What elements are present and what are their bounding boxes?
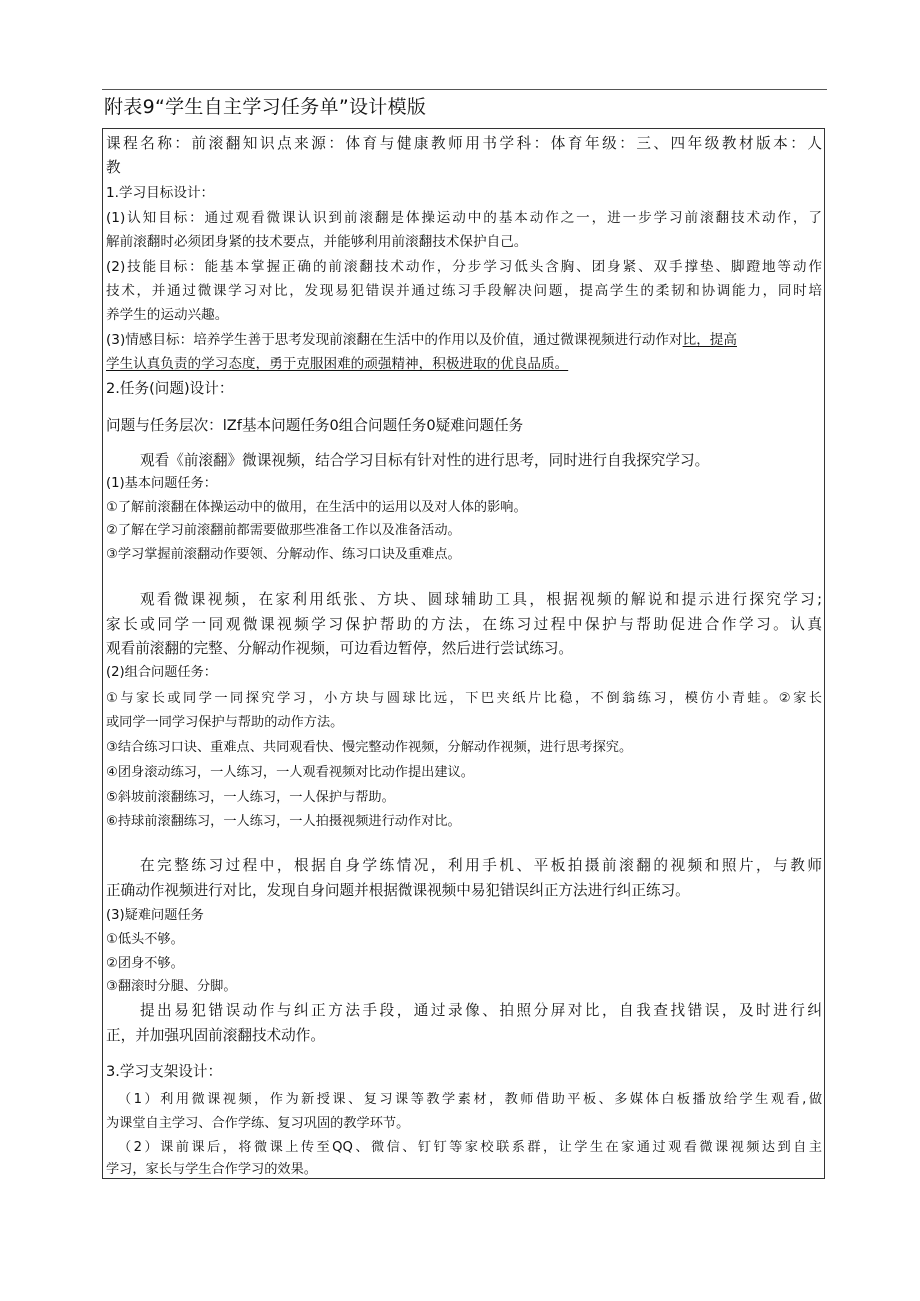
combo-task-item: ③结合练习口诀、重难点、共同观看快、慢完整动作视频，分解动作视频，进行思考探究。 <box>106 740 633 755</box>
combo-task-item1-line2: 或同学一同学习保护与帮助的动作方法。 <box>106 715 344 730</box>
basic-task-heading: (1)基本问题任务： <box>106 476 217 491</box>
emotion-goal-line1 <box>106 331 822 349</box>
task-levels: 问题与任务层次：lZf基本问题任务0组合问题任务0疑难问题任务 <box>106 417 524 434</box>
emotion-goal-line2: 学生认真负责的学习态度，勇于克服困难的顽强精神，积极进取的优良品质。 <box>106 356 569 372</box>
emotion-goal-underlined: 比，提高 <box>682 332 737 348</box>
practice-paragraph-line2: 正确动作视频进行对比，发现自身问题并根据微课视频中易犯错误纠正方法进行纠正练习。 <box>106 882 690 899</box>
intro-paragraph: 观看《前滚翻》微课视频，结合学习目标有针对性的进行思考，同时进行自我探究学习。 <box>140 452 710 469</box>
explore-paragraph-line3: 观看前滚翻的完整、分解动作视频，可边看边暂停，然后进行尝试练习。 <box>106 640 574 657</box>
skill-goal-line3: 养学生的运动兴趣。 <box>106 307 229 323</box>
document-title: 附表9“学生自主学习任务单”设计模版 <box>104 96 427 118</box>
cognitive-goal-line1: (1)认知目标：通过观看微课认识到前滚翻是体操运动中的基本动作之一，进一步学习前滚翻技术动作，了 <box>106 210 822 226</box>
course-info-line-cont: 教 <box>106 159 121 176</box>
hard-task-item: ③翻滚时分腿、分脚。 <box>106 979 237 994</box>
correction-paragraph-line1: 提出易犯错误动作与纠正方法手段，通过录像、拍照分屏对比，自我查找错误，及时进行纠 <box>140 1002 822 1019</box>
support-item1-line1: （1）利用微课视频，作为新授课、复习课等教学素材，教师借助平板、多媒体白板播放给学生观看,做 <box>118 1092 823 1107</box>
correction-paragraph-line2: 正，并加强巩固前滚翻技术动作。 <box>106 1027 325 1044</box>
practice-paragraph-line1: 在完整练习过程中，根据自身学练情况，利用手机、平板拍摄前滚翻的视频和照片，与教师 <box>140 857 822 874</box>
support-item2-line2: 学习，家长与学生合作学习的效果。 <box>106 1162 317 1177</box>
section3-heading: 3.学习支架设计： <box>106 1063 223 1080</box>
combo-task-item: ④团身滚动练习，一人练习，一人观看视频对比动作提出建议。 <box>106 765 474 780</box>
combo-task-item: ⑤斜坡前滚翻练习，一人练习，一人保护与帮助。 <box>106 790 395 805</box>
top-divider <box>102 89 827 90</box>
combo-task-heading: (2)组合问题任务： <box>106 665 217 680</box>
explore-paragraph-line2: 家长或同学一同观微课视频学习保护帮助的方法，在练习过程中保护与帮助促进合作学习。认真 <box>106 616 822 633</box>
skill-goal-line1: (2)技能目标：能基本掌握正确的前滚翻技术动作，分步学习低头含胸、团身紧、双手撑垫、脚蹬地等动作 <box>106 259 822 275</box>
hard-task-item: ①低头不够。 <box>106 932 184 947</box>
hard-task-item: ②团身不够。 <box>106 956 184 971</box>
combo-task-item1-line1: ①与家长或同学一同探究学习，小方块与圆球比远，下巴夹纸片比稳，不倒翁练习，模仿小青蛙。②家长 <box>106 691 822 706</box>
skill-goal-line2: 技术，并通过微课学习对比，发现易犯错误并通过练习手段解决问题，提高学生的柔韧和协调能力，同时培 <box>106 283 822 299</box>
explore-paragraph-line1: 观看微课视频，在家利用纸张、方块、圆球辅助工具，根据视频的解说和提示进行探究学习; <box>140 591 822 608</box>
combo-task-item: ⑥持球前滚翻练习，一人练习，一人拍摄视频进行动作对比。 <box>106 814 461 829</box>
basic-task-item: ③学习掌握前滚翻动作要领、分解动作、练习口诀及重难点。 <box>106 547 461 562</box>
hard-task-heading: (3)疑难问题任务 <box>106 908 204 923</box>
cognitive-goal-line2: 解前滚翻时必须团身紧的技术要点，并能够利用前滚翻技术保护自己。 <box>106 234 528 250</box>
basic-task-item: ②了解在学习前滚翻前都需要做那些准备工作以及准备活动。 <box>106 523 461 538</box>
basic-task-item: ①了解前滚翻在体操运动中的做用，在生活中的运用以及对人体的影响。 <box>106 500 527 515</box>
support-item1-line2: 为课堂自主学习、合作学练、复习巩固的教学环节。 <box>106 1116 410 1131</box>
section1-heading: 1.学习目标设计： <box>106 185 215 201</box>
section2-heading: 2.任务(问题)设计： <box>106 380 234 397</box>
support-item2-line1: （2）课前课后，将微课上传至QQ、微信、钉钉等家校联系群，让学生在家通过观看微课视频达到自主 <box>118 1140 822 1155</box>
emotion-goal-text: (3)情感目标：培养学生善于思考发现前滚翻在生活中的作用以及价值，通过微课视频进行动作对 <box>106 332 683 348</box>
course-info-line: 课程名称：前滚翻知识点来源：体育与健康教师用书学科：体育年级：三、四年级教材版本：人 <box>106 135 822 152</box>
